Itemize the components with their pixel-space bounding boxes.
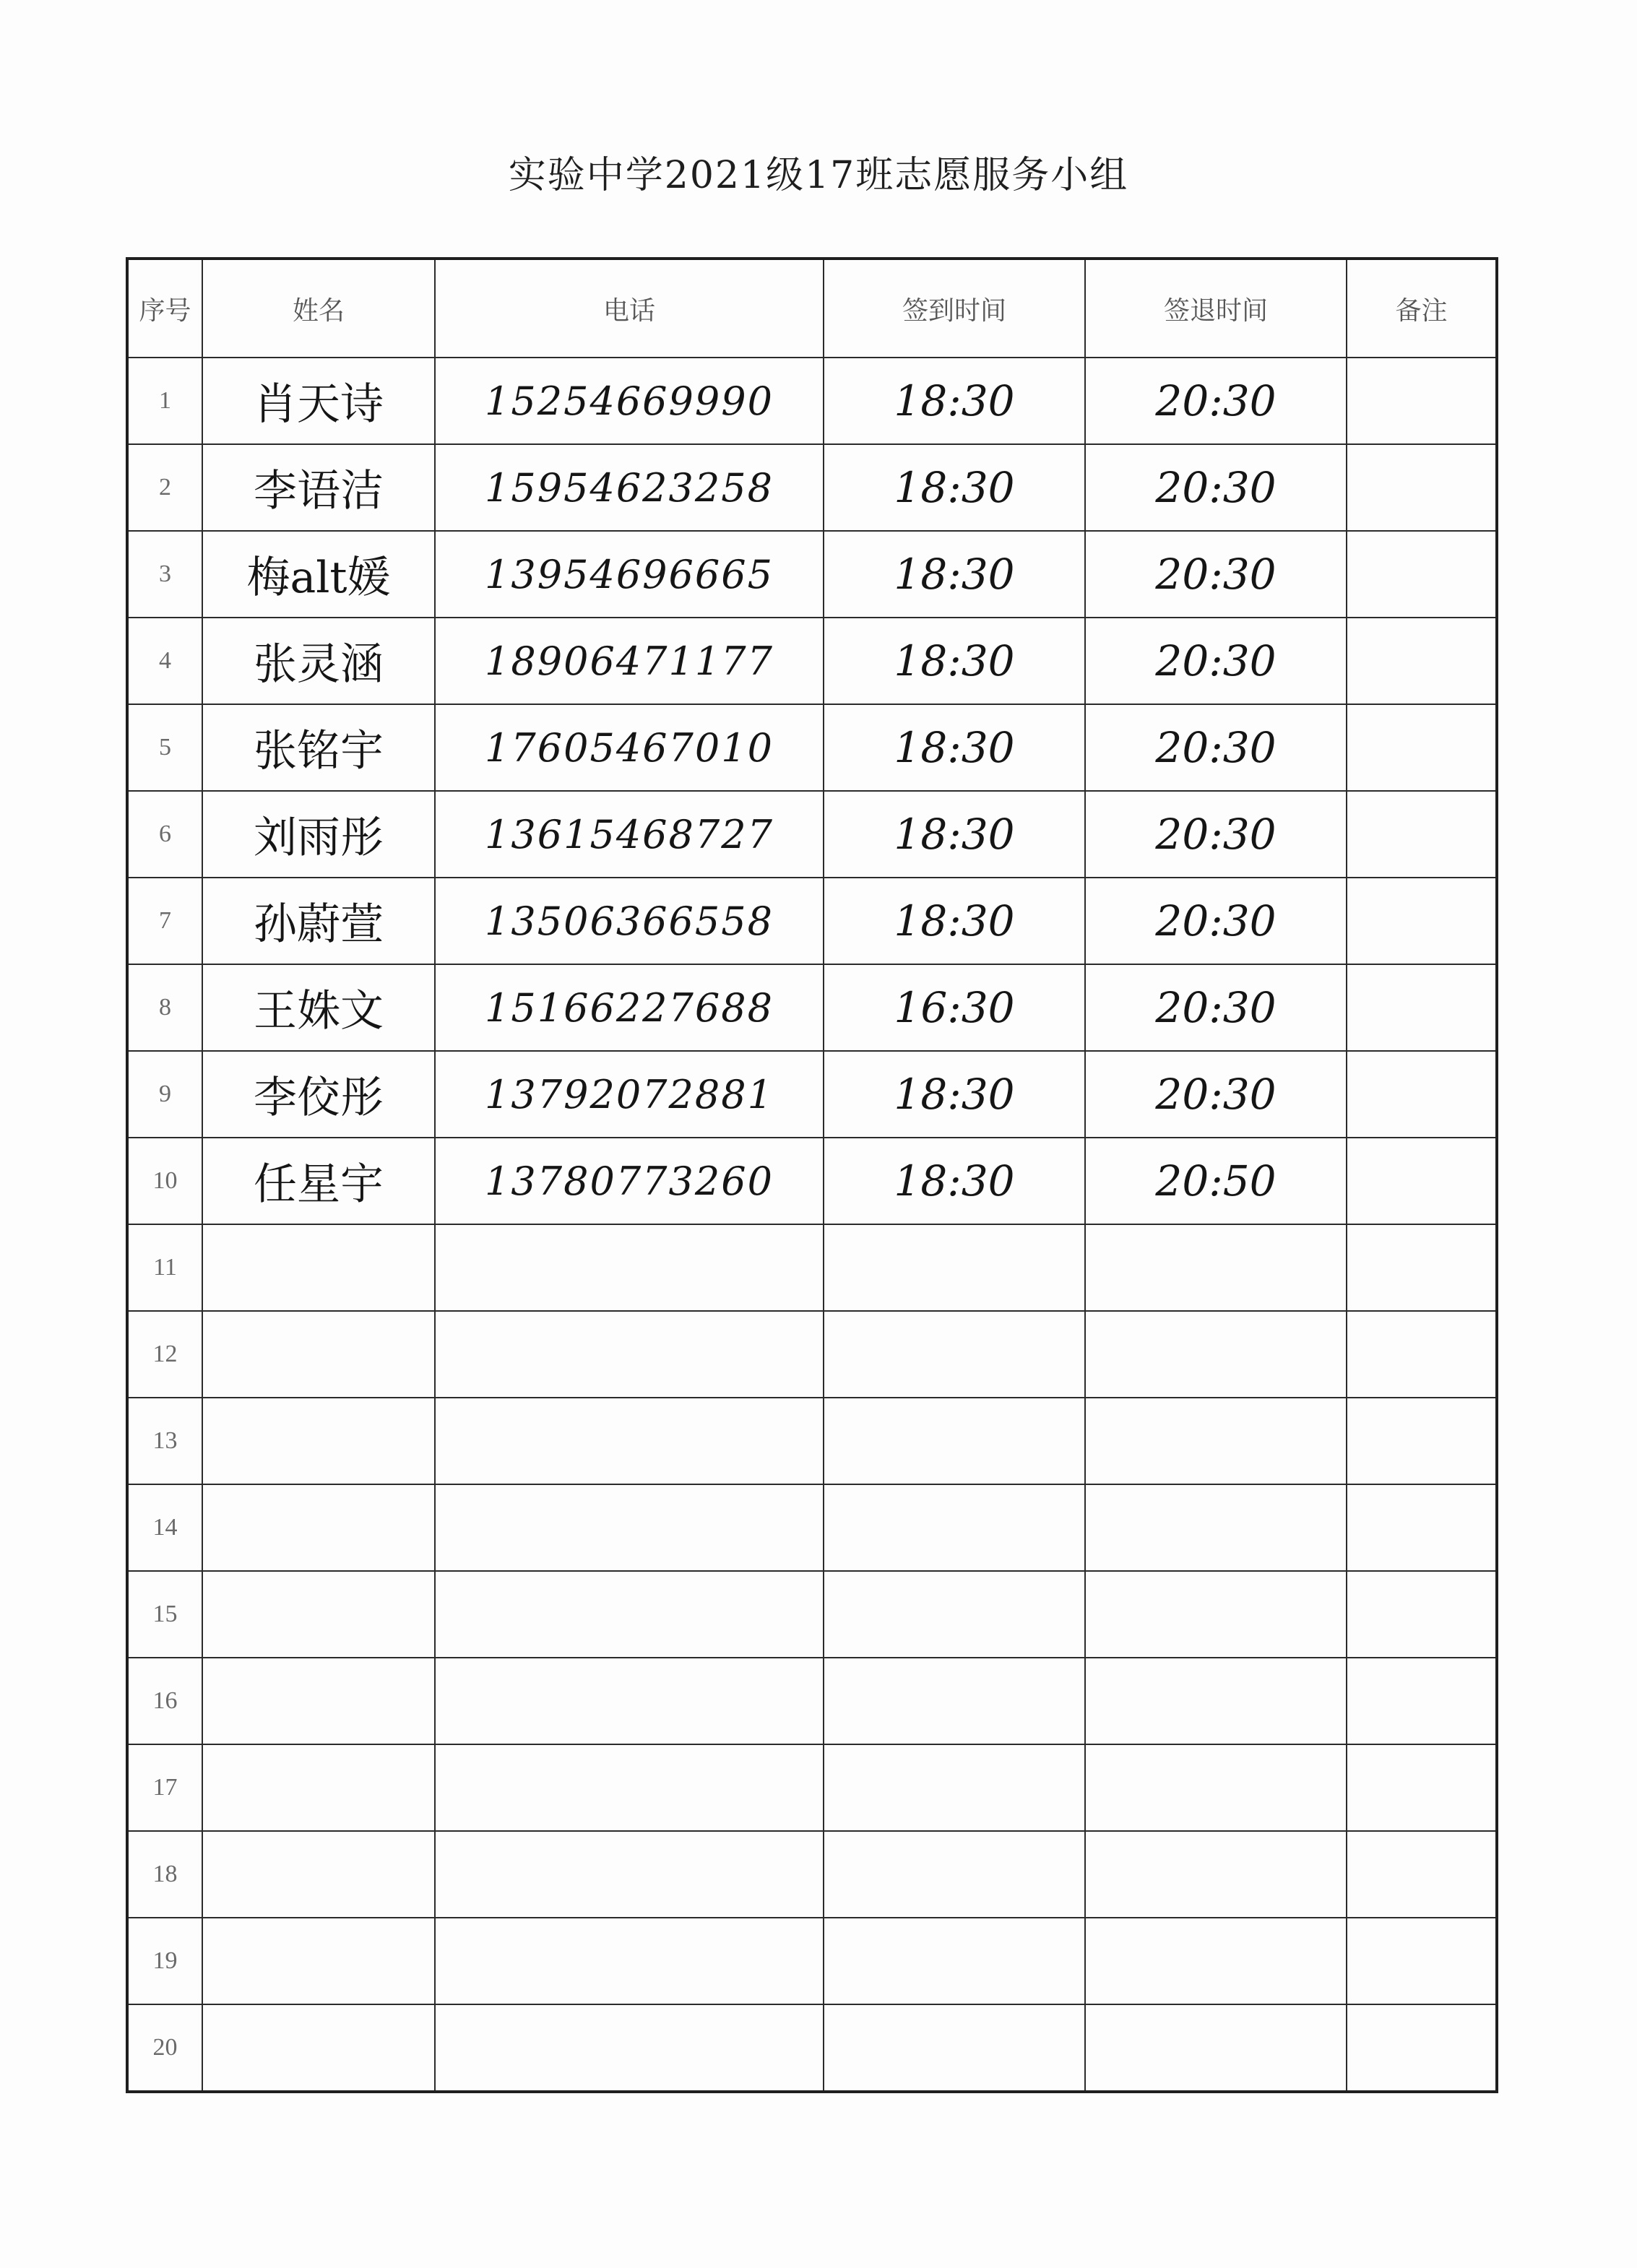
volunteer-name xyxy=(202,1571,435,1658)
sign-in-time xyxy=(824,1398,1085,1484)
sign-in-time xyxy=(824,1224,1085,1311)
note xyxy=(1347,1224,1497,1311)
sign-out-time: 20:30 xyxy=(1085,791,1347,878)
row-index: 4 xyxy=(127,618,202,704)
row-index: 19 xyxy=(127,1918,202,2004)
volunteer-name xyxy=(202,1224,435,1311)
note xyxy=(1347,1918,1497,2004)
phone-number: 13780773260 xyxy=(435,1138,824,1224)
table-row xyxy=(127,1051,1497,1138)
phone-number xyxy=(435,1311,824,1398)
volunteer-name: 孙蔚萱 xyxy=(202,878,435,964)
row-index: 13 xyxy=(127,1398,202,1484)
volunteer-roster-table xyxy=(126,257,1498,2093)
phone-number xyxy=(435,1918,824,2004)
note xyxy=(1347,618,1497,704)
phone-number xyxy=(435,1398,824,1484)
table-row xyxy=(127,2004,1497,2092)
note xyxy=(1347,2004,1497,2092)
table-row xyxy=(127,358,1497,444)
sign-in-time: 18:30 xyxy=(824,878,1085,964)
sign-in-time xyxy=(824,1311,1085,1398)
sign-in-time xyxy=(824,1918,1085,2004)
header-index: 序号 xyxy=(127,259,202,358)
row-index: 10 xyxy=(127,1138,202,1224)
table-row xyxy=(127,1138,1497,1224)
table-body xyxy=(127,358,1497,2092)
sign-out-time: 20:30 xyxy=(1085,704,1347,791)
table-row xyxy=(127,1571,1497,1658)
table-row xyxy=(127,618,1497,704)
sign-out-time xyxy=(1085,1744,1347,1831)
row-index: 11 xyxy=(127,1224,202,1311)
sign-out-time: 20:30 xyxy=(1085,878,1347,964)
phone-number xyxy=(435,1658,824,1744)
volunteer-name: 梅alt媛 xyxy=(202,531,435,618)
row-index: 2 xyxy=(127,444,202,531)
header-name: 姓名 xyxy=(202,259,435,358)
row-index: 15 xyxy=(127,1571,202,1658)
sign-in-time: 18:30 xyxy=(824,358,1085,444)
phone-number: 15254669990 xyxy=(435,358,824,444)
sign-out-time: 20:30 xyxy=(1085,964,1347,1051)
note xyxy=(1347,1311,1497,1398)
sign-in-time: 16:30 xyxy=(824,964,1085,1051)
table-row xyxy=(127,704,1497,791)
sign-out-time xyxy=(1085,1658,1347,1744)
sign-in-time: 18:30 xyxy=(824,791,1085,878)
sign-in-time: 18:30 xyxy=(824,444,1085,531)
sign-out-time: 20:30 xyxy=(1085,358,1347,444)
sign-in-time xyxy=(824,1831,1085,1918)
note xyxy=(1347,1398,1497,1484)
table-row xyxy=(127,1831,1497,1918)
phone-number: 13506366558 xyxy=(435,878,824,964)
sign-out-time: 20:50 xyxy=(1085,1138,1347,1224)
note xyxy=(1347,1744,1497,1831)
sign-in-time: 18:30 xyxy=(824,704,1085,791)
sign-in-time xyxy=(824,1484,1085,1571)
note xyxy=(1347,964,1497,1051)
table-header xyxy=(127,259,1497,358)
sign-out-time xyxy=(1085,1571,1347,1658)
table-row xyxy=(127,1311,1497,1398)
note xyxy=(1347,1571,1497,1658)
volunteer-name: 李佼彤 xyxy=(202,1051,435,1138)
row-index: 20 xyxy=(127,2004,202,2092)
row-index: 3 xyxy=(127,531,202,618)
volunteer-name xyxy=(202,1398,435,1484)
volunteer-name: 李语洁 xyxy=(202,444,435,531)
sign-in-time: 18:30 xyxy=(824,618,1085,704)
sign-out-time xyxy=(1085,1831,1347,1918)
table-row xyxy=(127,878,1497,964)
note xyxy=(1347,1831,1497,1918)
row-index: 12 xyxy=(127,1311,202,1398)
row-index: 18 xyxy=(127,1831,202,1918)
row-index: 14 xyxy=(127,1484,202,1571)
table-row xyxy=(127,1658,1497,1744)
table-row xyxy=(127,1744,1497,1831)
sign-out-time xyxy=(1085,1918,1347,2004)
phone-number: 17605467010 xyxy=(435,704,824,791)
phone-number: 15954623258 xyxy=(435,444,824,531)
sign-out-time xyxy=(1085,1224,1347,1311)
phone-number xyxy=(435,1224,824,1311)
volunteer-name: 任星宇 xyxy=(202,1138,435,1224)
volunteer-name xyxy=(202,2004,435,2092)
table-row xyxy=(127,1224,1497,1311)
sign-out-time xyxy=(1085,2004,1347,2092)
row-index: 8 xyxy=(127,964,202,1051)
table-row xyxy=(127,531,1497,618)
note xyxy=(1347,878,1497,964)
header-row xyxy=(127,259,1497,358)
row-index: 17 xyxy=(127,1744,202,1831)
phone-number xyxy=(435,1571,824,1658)
note xyxy=(1347,358,1497,444)
note xyxy=(1347,444,1497,531)
sign-in-time xyxy=(824,1744,1085,1831)
note xyxy=(1347,1658,1497,1744)
sign-out-time: 20:30 xyxy=(1085,1051,1347,1138)
phone-number: 13792072881 xyxy=(435,1051,824,1138)
volunteer-name xyxy=(202,1311,435,1398)
volunteer-name: 肖天诗 xyxy=(202,358,435,444)
table-row xyxy=(127,444,1497,531)
header-sign-in-time: 签到时间 xyxy=(824,259,1085,358)
note xyxy=(1347,1484,1497,1571)
sign-in-time xyxy=(824,2004,1085,2092)
phone-number: 13954696665 xyxy=(435,531,824,618)
table-row xyxy=(127,1398,1497,1484)
row-index: 16 xyxy=(127,1658,202,1744)
sign-out-time: 20:30 xyxy=(1085,444,1347,531)
sign-in-time: 18:30 xyxy=(824,531,1085,618)
note xyxy=(1347,1138,1497,1224)
volunteer-name xyxy=(202,1831,435,1918)
volunteer-name: 刘雨彤 xyxy=(202,791,435,878)
volunteer-name: 王姝文 xyxy=(202,964,435,1051)
row-index: 6 xyxy=(127,791,202,878)
table-row xyxy=(127,1484,1497,1571)
phone-number: 13615468727 xyxy=(435,791,824,878)
sign-out-time xyxy=(1085,1484,1347,1571)
sign-out-time: 20:30 xyxy=(1085,618,1347,704)
sign-in-time: 18:30 xyxy=(824,1138,1085,1224)
row-index: 5 xyxy=(127,704,202,791)
header-phone: 电话 xyxy=(435,259,824,358)
table-row xyxy=(127,1918,1497,2004)
table-row xyxy=(127,964,1497,1051)
sign-in-time: 18:30 xyxy=(824,1051,1085,1138)
page-title: 实验中学2021级17班志愿服务小组 xyxy=(508,154,1129,197)
phone-number xyxy=(435,1484,824,1571)
volunteer-name: 张灵涵 xyxy=(202,618,435,704)
phone-number xyxy=(435,2004,824,2092)
sign-out-time: 20:30 xyxy=(1085,531,1347,618)
phone-number xyxy=(435,1831,824,1918)
phone-number: 15166227688 xyxy=(435,964,824,1051)
table-row xyxy=(127,791,1497,878)
volunteer-name xyxy=(202,1918,435,2004)
note xyxy=(1347,704,1497,791)
header-note: 备注 xyxy=(1347,259,1497,358)
phone-number xyxy=(435,1744,824,1831)
volunteer-name: 张铭宇 xyxy=(202,704,435,791)
sign-out-time xyxy=(1085,1311,1347,1398)
note xyxy=(1347,531,1497,618)
header-sign-out-time: 签退时间 xyxy=(1085,259,1347,358)
row-index: 7 xyxy=(127,878,202,964)
note xyxy=(1347,1051,1497,1138)
row-index: 1 xyxy=(127,358,202,444)
volunteer-name xyxy=(202,1744,435,1831)
volunteer-name xyxy=(202,1484,435,1571)
sign-out-time xyxy=(1085,1398,1347,1484)
volunteer-name xyxy=(202,1658,435,1744)
sign-in-time xyxy=(824,1571,1085,1658)
phone-number: 18906471177 xyxy=(435,618,824,704)
row-index: 9 xyxy=(127,1051,202,1138)
sign-in-time xyxy=(824,1658,1085,1744)
note xyxy=(1347,791,1497,878)
